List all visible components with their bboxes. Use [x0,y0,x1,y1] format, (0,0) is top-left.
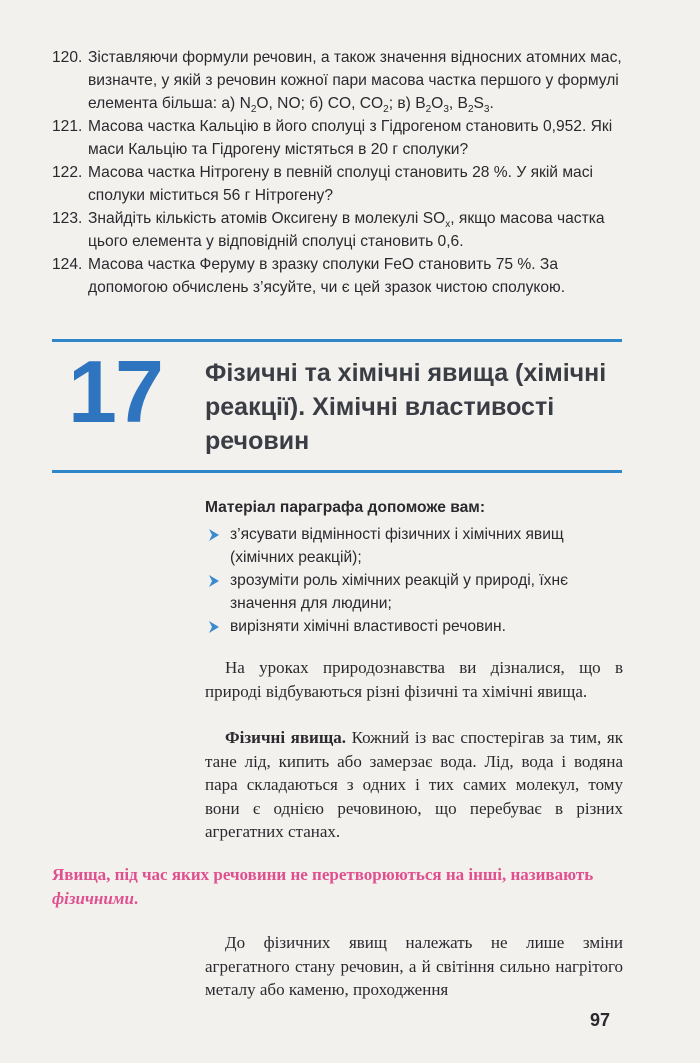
problem-120 [52,46,627,115]
problem-121 [52,115,627,161]
definition-physical-phenomena: Явища, під час яких речовини не перетворюються на інші, називають фізичними. [52,865,594,908]
problem-123 [52,207,627,253]
paragraph-title: Фізичні та хімічні явища (хімічні реакції). Хімічні властивості речовин [205,359,607,455]
problem-number: 121. [52,118,83,135]
learning-goal-item [205,615,625,638]
problem-text: Масова частка Феруму в зразку сполуки FeO становить 75 %. За допомогою обчислень з’ясуйте, чи є цей зразок чистою сполукою. [88,256,566,296]
problem-text: Масова частка Кальцію в його сполуці з Гідрогеном становить 0,952. Які маси Кальцію та Гідрогену містяться в 20 г сполуки? [88,118,613,158]
learning-goal-text: зрозуміти роль хімічних реакцій у природі, їхнє значення для людини; [230,572,569,612]
problem-number: 123. [52,210,83,227]
problem-text: Знайдіть кількість атомів Оксигену в молекулі $SO_x$, якщо масова частка цього елемента у відповідній сполуці становить 0,6. [88,210,605,250]
learning-goal-text: вирізняти хімічні властивості речовин. [230,618,506,635]
learning-goals [205,496,625,638]
physical-phenomena-term: Фізичні явища. [225,728,346,747]
problems-list [52,46,627,299]
learning-goals-heading: Матеріал параграфа допоможе вам: [205,499,486,516]
learning-goal-text: з’ясувати відмінності фізичних і хімічних явищ (хімічних реакцій); [230,526,564,566]
chevron-right-icon [207,620,221,634]
continuation-paragraph: До фізичних явищ належать не лише зміни агрегатного стану речовин, а й світіння сильно нагрітого металу або каменю, проходження [205,933,623,999]
paragraph-number: 17 [68,342,162,441]
problem-text: Масова частка Нітрогену в певній сполуці становить 28 %. У якій масі сполуки міститься 56 г Нітрогену? [88,164,593,204]
chevron-right-icon [207,528,221,542]
physical-phenomena-paragraph [205,726,623,844]
problem-124 [52,253,627,299]
chevron-right-icon [207,574,221,588]
physical-phenomena-text: Кожний із вас спостерігав за тим, як тане лід, кипить або замерзає вода. Лід, вода і водяна пара складаються з одних і тих самих молекул, тому вони є однією речовиною, що перебуває в різних агрегатних станах. [205,728,623,841]
page-number: 97 [590,1010,611,1030]
problem-number: 124. [52,256,83,273]
definition-term: фізичними [52,888,134,908]
learning-goal-item [205,523,625,569]
problem-number: 122. [52,164,83,181]
problem-text: Зіставляючи формули речовин, а також значення відносних атомних мас, визначте, у якій з речовин кожної пари масова частка першого у формулі елемента більша: а) $N_2O$, NO; б) CO, $CO_2$; в) $B_2O_3$, $B_2S_3$. [88,49,622,116]
section-divider-bottom [52,470,622,473]
problem-number: 120. [52,49,83,66]
intro-paragraph: На уроках природознавства ви дізналися, що в природі відбуваються різні фізичні та хімічні явища. [205,658,623,701]
problem-122 [52,161,627,207]
learning-goal-item [205,569,625,615]
